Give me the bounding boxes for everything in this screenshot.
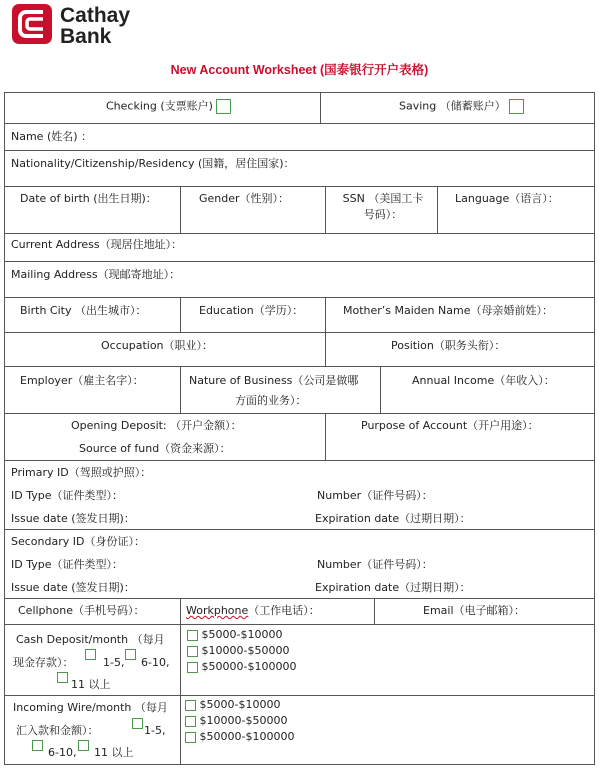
logo-line1: Cathay: [60, 4, 131, 27]
saving-label: Saving （储蓄账户）: [399, 99, 506, 113]
wire-range-1-label: $5000-$10000: [199, 698, 281, 711]
name-field[interactable]: Name (姓名) ：: [11, 130, 93, 143]
workphone-label-en: Workphone: [186, 604, 249, 617]
cathay-bank-logo: [10, 2, 150, 46]
language-field[interactable]: Language（语言）：: [455, 192, 559, 205]
occupation-field[interactable]: Occupation（职业）：: [101, 339, 214, 352]
cash-range-2-label: $10000-$50000: [201, 644, 290, 657]
employer-field[interactable]: Employer（雇主名字）：: [20, 374, 144, 387]
primary-id-number-field[interactable]: Number（证件号码）：: [317, 489, 433, 502]
cash-count-11-plus-checkbox[interactable]: [57, 672, 68, 683]
secondary-id-type-field[interactable]: ID Type（证件类型）：: [11, 558, 123, 571]
cash-deposit-label-line2: 现金存款）：: [13, 656, 74, 669]
wire-range-1[interactable]: [185, 698, 280, 712]
workphone-label-cn: （工作电话）：: [248, 604, 320, 617]
logo-mark-icon: [12, 4, 52, 44]
nature-label-line1: Nature of Business（公司是做哪: [189, 374, 359, 387]
workphone-field[interactable]: [186, 604, 320, 618]
gender-field[interactable]: Gender（性别）：: [199, 192, 290, 205]
cash-range-3-label: $50000-$100000: [201, 660, 297, 673]
cash-count-11-plus-label: 11 以上: [71, 678, 111, 691]
saving-option[interactable]: [399, 99, 524, 114]
current-address-field[interactable]: Current Address（现居住地址）：: [11, 238, 183, 251]
wire-range-2-label: $10000-$50000: [199, 714, 288, 727]
opening-deposit-field[interactable]: Opening Deposit: （开户金额）：: [71, 419, 242, 432]
wire-range-2[interactable]: [185, 714, 287, 728]
nature-label-line2: 方面的业务）：: [235, 394, 307, 407]
position-field[interactable]: Position（职务头衔）：: [391, 339, 506, 352]
mailing-address-field[interactable]: Mailing Address（现邮寄地址）：: [11, 268, 181, 281]
secondary-id-heading: Secondary ID（身份证）：: [11, 535, 145, 548]
secondary-expiration-field[interactable]: Expiration date（过期日期）：: [315, 581, 471, 594]
cash-count-1-5-label: 1-5,: [103, 656, 125, 669]
birth-city-field[interactable]: Birth City （出生城市）：: [20, 304, 147, 317]
cash-range-3[interactable]: [187, 660, 296, 674]
cash-range-2[interactable]: [187, 644, 289, 658]
primary-issue-date-field[interactable]: Issue date (签发日期)：: [11, 512, 135, 525]
checking-checkbox[interactable]: [216, 99, 231, 114]
cash-range-1-label: $5000-$10000: [201, 628, 283, 641]
wire-range-3-checkbox[interactable]: [185, 732, 196, 743]
cash-count-6-10-checkbox[interactable]: [125, 649, 136, 660]
wire-label-line2: 汇入款和金额）：: [16, 724, 99, 737]
source-of-fund-field[interactable]: Source of fund（资金来源）：: [79, 442, 231, 455]
cash-deposit-label-line1: Cash Deposit/month （每月: [16, 633, 165, 646]
email-field[interactable]: Email（电子邮箱）：: [423, 604, 526, 617]
saving-checkbox[interactable]: [509, 99, 524, 114]
secondary-issue-date-field[interactable]: Issue date (签发日期)：: [11, 581, 135, 594]
wire-label-line1: Incoming Wire/month （每月: [13, 701, 168, 714]
cash-count-6-10-label: 6-10,: [141, 656, 170, 669]
education-field[interactable]: Education（学历）：: [199, 304, 304, 317]
secondary-id-number-field[interactable]: Number（证件号码）：: [317, 558, 433, 571]
maiden-name-field[interactable]: Mother’s Maiden Name（母亲婚前姓）：: [343, 304, 553, 317]
nature-of-business-field[interactable]: [189, 374, 358, 408]
wire-range-3-label: $50000-$100000: [199, 730, 295, 743]
dob-field[interactable]: Date of birth (出生日期)：: [20, 192, 157, 205]
primary-expiration-field[interactable]: Expiration date（过期日期）：: [315, 512, 471, 525]
primary-id-heading: Primary ID（驾照或护照）：: [11, 466, 152, 479]
cash-range-1-checkbox[interactable]: [187, 630, 198, 641]
wire-range-3[interactable]: [185, 730, 294, 744]
wire-range-1-checkbox[interactable]: [185, 700, 196, 711]
logo-line2: Bank: [60, 25, 112, 46]
cellphone-field[interactable]: Cellphone（手机号码）：: [18, 604, 145, 617]
wire-count-1-5-checkbox[interactable]: [132, 718, 143, 729]
wire-count-11-plus-checkbox[interactable]: [78, 740, 89, 751]
checking-option[interactable]: [106, 99, 231, 114]
ssn-field[interactable]: [333, 192, 433, 222]
checking-label: Checking (支票账户): [106, 99, 213, 113]
form-title: New Account Worksheet (国泰银行开户表格): [170, 63, 429, 77]
wire-count-6-10-label: 6-10,: [48, 746, 77, 759]
annual-income-field[interactable]: Annual Income（年收入）：: [412, 374, 555, 387]
purpose-field[interactable]: Purpose of Account（开户用途）：: [361, 419, 539, 432]
ssn-label-line2: 号码）：: [363, 208, 403, 221]
primary-id-type-field[interactable]: ID Type（证件类型）：: [11, 489, 123, 502]
cash-count-1-5-checkbox[interactable]: [85, 649, 96, 660]
nationality-field[interactable]: Nationality/Citizenship/Residency (国籍，居住国家)：: [11, 157, 295, 170]
wire-count-1-5-label: 1-5,: [144, 724, 166, 737]
cash-range-1[interactable]: [187, 628, 282, 642]
wire-count-11-plus-label: 11 以上: [94, 746, 134, 759]
ssn-label-line1: SSN （美国工卡: [342, 192, 424, 205]
wire-range-2-checkbox[interactable]: [185, 716, 196, 727]
cash-range-2-checkbox[interactable]: [187, 646, 198, 657]
cash-range-3-checkbox[interactable]: [187, 662, 198, 673]
wire-count-6-10-checkbox[interactable]: [32, 740, 43, 751]
